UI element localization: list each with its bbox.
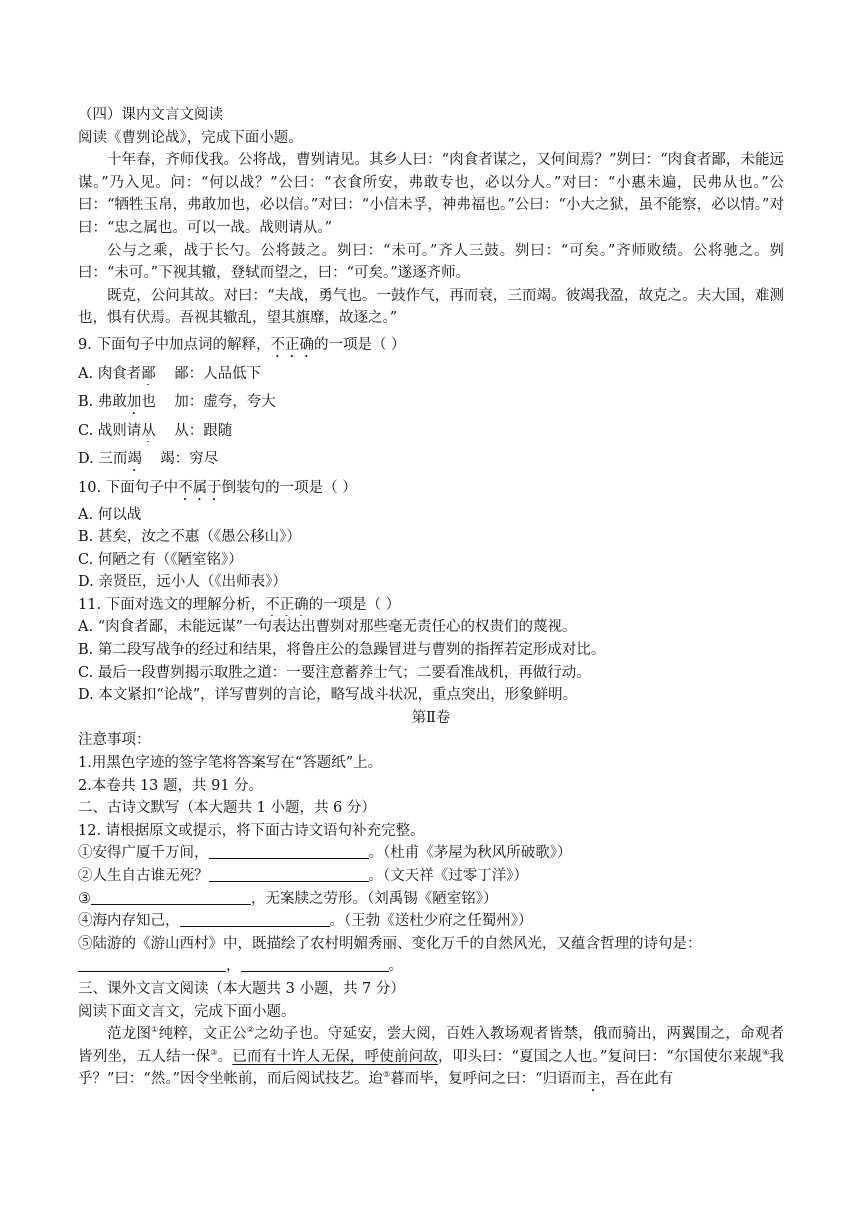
- reading-intro: 阅读下面文言文，完成下面小题。: [78, 1003, 296, 1020]
- section-heading: 二、古诗文默写（本大题共 1 小题，共 6 分）: [78, 800, 376, 817]
- question-11-option-a: A. “肉食者鄙，未能远谋”一句表达出曹刿对那些毫无责任心的权贵们的蔑视。: [78, 619, 577, 636]
- underlined-sentence: 已而有十许人无保，呼使前问故: [232, 1048, 439, 1065]
- question-9-option-a: A. 肉食者鄙 鄙：人品低下: [78, 365, 262, 382]
- question-11-option-c: C. 最后一段曹刿揭示取胜之道：一要注意蓄养士气；二要看准战机，再做行动。: [78, 664, 591, 681]
- question-9-option-d: D. 三而竭 竭：穷尽: [78, 451, 219, 468]
- question-10-option-b: B. 甚矣，汝之不惠（《愚公移山》）: [78, 529, 301, 546]
- poem-line-4: ④海内存知己， 。（王勃《送杜少府之任蜀州》）: [78, 913, 533, 930]
- question-10-option-d: D. 亲贤臣，远小人（《出师表》）: [78, 574, 287, 591]
- reading-intro: 阅读《曹刿论战》，完成下面小题。: [78, 129, 303, 146]
- question-10-option-c: C. 何陋之有（《陋室铭》）: [78, 551, 243, 568]
- question-9-option-c: C. 战则请从 从：跟随: [78, 422, 233, 439]
- question-11-option-d: D. 本文紧扣“论战”，详写曹刿的言论，略写战斗状况，重点突出，形象鲜明。: [78, 687, 578, 704]
- question-12-stem: 12. 请根据原文或提示，将下面古诗文语句补充完整。: [78, 822, 425, 839]
- emphasis-text: 不正确: [270, 336, 314, 353]
- answer-blank[interactable]: [78, 957, 226, 972]
- question-9-stem: 9. 下面句子中加点词的解释，不正确的一项是（ ）: [78, 336, 406, 353]
- notice-item-2: 2.本卷共 13 题，共 91 分。: [78, 777, 264, 794]
- question-10-stem: 10. 下面句子中不属于倒装句的一项是（ ）: [78, 479, 357, 496]
- answer-blank[interactable]: [209, 844, 369, 859]
- answer-blank[interactable]: [241, 957, 389, 972]
- answer-blank[interactable]: [209, 867, 369, 882]
- section-heading: 三、课外文言文阅读（本大题共 3 小题，共 7 分）: [78, 980, 405, 997]
- question-11-option-b: B. 第二段写战争的经过和结果，将鲁庄公的急躁冒进与曹刿的指挥若定形成对比。: [78, 642, 606, 659]
- emphasis-text: 不属于: [178, 479, 222, 496]
- question-11-stem: 11. 下面对选文的理解分析，不正确的一项是（ ）: [78, 596, 401, 613]
- notice-heading: 注意事项：: [78, 732, 151, 749]
- poem-line-1: ①安得广厦千万间， 。（杜甫《茅屋为秋风所破歌》）: [78, 845, 572, 862]
- extra-passage: 范龙图①纯粹，文正公②之幼子也。守延安，尝大阅，百姓入教场观者皆禁，俄而骑出，两翼围之，命观者皆列坐，五人结一保③。已而有十许人无保，呼使前问故，叩头曰：“夏国之人也。”复问曰：“尔国使尔来觇④我乎？”曰：“然。”因令坐帐前，而后阅试技艺。迨⑤暮而毕，复呼问之曰：“归语而主，吾在此有: [78, 1025, 785, 1088]
- question-9-option-b: B. 弗敢加也 加：虚夸，夸大: [78, 394, 276, 411]
- answer-blank[interactable]: [91, 890, 251, 905]
- poem-line-2: ②人生自古谁无死？ 。（文天祥《过零丁洋》）: [78, 868, 528, 885]
- poem-line-5: ⑤陆游的《游山西村》中，既描绘了农村明媚秀丽、变化万千的自然风光，又蕴含哲理的诗句是：: [78, 935, 702, 952]
- passage-paragraph-1: 十年春，齐师伐我。公将战，曹刿请见。其乡人曰：“肉食者谋之，又何间焉？”刿曰：“肉食者鄙，未能远谋。”乃入见。问：“何以战？”公曰：“衣食所安，弗敢专也，必以分人。”对曰：“小惠未遍，民弗从也。”公曰：“牺牲玉帛，弗敢加也，必以信。”对曰：“小信未孚，神弗福也。”公曰：“小大之狱，虽不能察，必以情。”对曰：“忠之属也。可以一战。战则请从。”: [78, 152, 785, 236]
- answer-blank[interactable]: [180, 912, 330, 927]
- exam-page: [78, 104, 784, 1091]
- part-title: 第Ⅱ卷: [411, 709, 451, 726]
- notice-item-1: 1.用黑色字迹的签字笔将答案写在“答题纸”上。: [78, 755, 383, 772]
- question-10-option-a: A. 何以战: [78, 506, 142, 523]
- passage-paragraph-3: 既克，公问其故。对曰：“夫战，勇气也。一鼓作气，再而衰，三而竭。彼竭我盈，故克之。夫大国，难测也，惧有伏焉。吾视其辙乱，望其旗靡，故逐之。”: [78, 287, 784, 327]
- section-heading: （四）课内文言文阅读: [78, 107, 223, 123]
- poem-line-3: ③ ，无案牍之劳形。（刘禹锡《陋室铭》）: [78, 890, 498, 907]
- emphasis-text: 不正确: [265, 596, 309, 613]
- poem-line-6: ， 。: [78, 955, 784, 978]
- passage-paragraph-2: 公与之乘，战于长勺。公将鼓之。刿曰：“未可。”齐人三鼓。刿曰：“可矣。”齐师败绩。公将驰之。刿曰：“未可。”下视其辙，登轼而望之，曰：“可矣。”遂逐齐师。: [78, 242, 784, 282]
